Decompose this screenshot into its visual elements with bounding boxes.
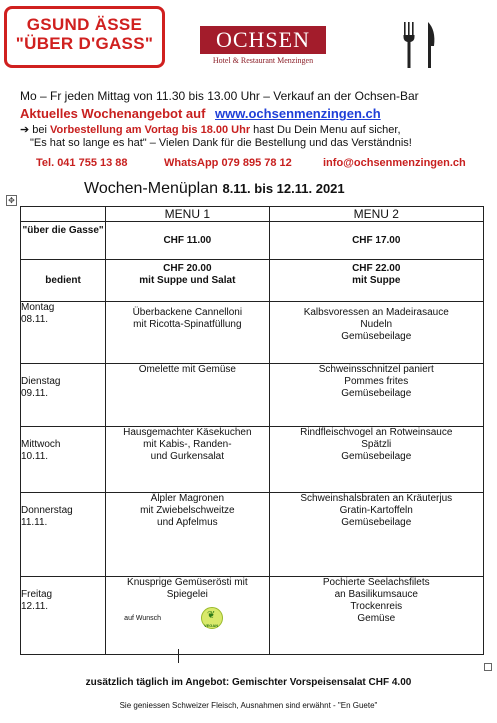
ochsen-logo: [200, 26, 326, 65]
swiss-meat-note: Sie geniessen Schweizer Fleisch, Ausnahmen sind erwähnt - "En Guete": [119, 701, 378, 710]
menu-2-dish: [269, 427, 483, 493]
dish-line: Trockenreis: [350, 601, 403, 612]
dish-line: Pochierte Seelachsfilets: [322, 577, 430, 588]
menu-1-dish: [106, 577, 269, 655]
logo-name: OCHSEN: [200, 26, 326, 54]
dish-line: Gemüsebeilage: [341, 517, 412, 528]
dish-line: und Gurkensalat: [150, 451, 225, 462]
day-date: 10.11.: [21, 451, 49, 462]
label-bedient: bedient: [21, 260, 106, 302]
table-row: [21, 302, 484, 364]
extra-offer-text: zusätzlich täglich im Angebot: Gemischter Vorspeisensalat CHF 4.00: [85, 677, 412, 688]
label-gasse: "über die Gasse": [21, 222, 106, 260]
menu-plan-title: [84, 180, 345, 198]
vegan-label: VEGAN: [203, 623, 219, 628]
dish-line: mit Zwiebelschweitze: [140, 505, 235, 516]
menu-1-dish: [106, 364, 269, 427]
price-gasse-menu-1: CHF 11.00: [106, 222, 269, 260]
day-name: Montag: [21, 302, 55, 313]
weekly-offer-text: Aktuelles Wochenangebot auf: [20, 106, 206, 121]
on-request-note: auf Wunsch: [124, 614, 162, 622]
menu-table: [20, 206, 484, 655]
day-name: Mittwoch: [21, 439, 61, 450]
menu-2-dish: [269, 577, 483, 655]
dish-line: Knusprige Gemüserösti mit: [127, 577, 248, 588]
dish-line: Nudeln: [360, 319, 393, 330]
header-menu-2: MENU 2: [269, 207, 483, 222]
resize-handle[interactable]: [484, 663, 492, 671]
preorder-line: [20, 123, 401, 136]
dish-line: Überbackene Cannelloni: [132, 307, 243, 318]
dish-line: Schweinsschnitzel paniert: [318, 364, 434, 375]
thanks-line: "Es hat so lange es hat" – Vielen Dank für die Bestellung und das Verständnis!: [30, 137, 412, 149]
table-row: [21, 577, 484, 655]
menu-2-dish: [269, 493, 483, 577]
dish-line: Älpler Magronen: [150, 493, 225, 504]
table-row: [21, 364, 484, 427]
dish-line: Pommes frites: [344, 376, 409, 387]
dish-line: Gemüse: [357, 613, 396, 624]
phone-number[interactable]: Tel. 041 755 13 88: [36, 157, 128, 169]
title-dates: 8.11. bis 12.11. 2021: [222, 181, 345, 196]
price-bedient-menu-2: [269, 260, 483, 302]
on-request-row: [106, 607, 268, 629]
day-cell: [21, 364, 106, 427]
dish-line: Spätzli: [361, 439, 392, 450]
table-row: [21, 427, 484, 493]
website-link[interactable]: www.ochsenmenzingen.ch: [215, 106, 381, 121]
day-cell: [21, 302, 106, 364]
preorder-pre: bei: [29, 124, 51, 136]
table-header-row: [21, 207, 484, 222]
logo-subtitle: Hotel & Restaurant Menzingen: [212, 56, 314, 65]
menu-1-dish: [106, 302, 269, 364]
menu-1-dish: [106, 427, 269, 493]
fork-knife-icon: [400, 20, 438, 70]
email-address[interactable]: info@ochsenmenzingen.ch: [323, 157, 466, 169]
arrow-right-icon: ➔: [20, 124, 30, 136]
day-date: 09.11.: [21, 388, 49, 399]
day-date: 11.11.: [21, 517, 48, 528]
day-date: 12.11.: [21, 601, 49, 612]
day-date: 08.11.: [21, 314, 49, 325]
day-name: Donnerstag: [21, 505, 73, 516]
price-bedient-1: CHF 20.00: [163, 263, 212, 274]
menu-1-dish: [106, 493, 269, 577]
move-handle-icon[interactable]: ✥: [6, 195, 17, 206]
dish-line: Gemüsebeilage: [341, 451, 412, 462]
table-row-bedient: [21, 260, 484, 302]
table-row-gasse: [21, 222, 484, 260]
title-main: Wochen-Menüplan: [84, 180, 219, 197]
gsund-aesse-banner: [4, 6, 165, 68]
dish-line: mit Kabis-, Randen-: [143, 439, 232, 450]
menu-2-dish: [269, 302, 483, 364]
dish-line: Gratin-Kartoffeln: [339, 505, 413, 516]
banner-line-2: "ÜBER D'GASS": [15, 34, 154, 53]
dish-line: Hausgemachter Käsekuchen: [123, 427, 252, 438]
weekly-offer-line: [20, 106, 381, 121]
price-bedient-menu-1: [106, 260, 269, 302]
table-row: [21, 493, 484, 577]
header-empty: [21, 207, 106, 222]
dish-line: Gemüsebeilage: [341, 388, 412, 399]
dish-line: Kalbsvoressen an Madeirasauce: [303, 307, 449, 318]
preorder-deadline: Vorbestellung am Vortag bis 18.00 Uhr: [50, 124, 251, 136]
leaf-icon: ❦: [206, 610, 216, 621]
banner-line-1: GSUND ÄSSE: [26, 15, 143, 34]
dish-line: und Apfelmus: [157, 517, 218, 528]
price-bedient-2-note: mit Suppe: [352, 275, 401, 286]
day-cell: [21, 427, 106, 493]
day-cell: [21, 577, 106, 655]
opening-hours-text: Mo – Fr jeden Mittag von 11.30 bis 13.00 Uhr – Verkauf an der Ochsen-Bar: [20, 89, 419, 103]
day-cell: [21, 493, 106, 577]
cursor-caret: [178, 649, 179, 663]
dish-line: Spiegelei: [166, 589, 208, 600]
vegan-badge-icon: [201, 607, 223, 629]
dish-line: Gemüsebeilage: [341, 331, 412, 342]
day-name: Dienstag: [21, 376, 61, 387]
dish-line: Rindfleischvogel an Rotweinsauce: [300, 427, 453, 438]
dish-line: Schweinshalsbraten an Kräuterjus: [300, 493, 453, 504]
price-gasse-menu-2: CHF 17.00: [269, 222, 483, 260]
dish-line: mit Ricotta-Spinatfüllung: [133, 319, 242, 330]
header-menu-1: MENU 1: [106, 207, 269, 222]
dish-line: an Basilikumsauce: [334, 589, 418, 600]
dish-line: Omelette mit Gemüse: [138, 364, 236, 375]
day-name: Freitag: [21, 589, 53, 600]
price-bedient-1-note: mit Suppe und Salat: [139, 275, 236, 286]
whatsapp-number[interactable]: WhatsApp 079 895 78 12: [164, 157, 292, 169]
preorder-post: hast Du Dein Menu auf sicher,: [250, 124, 401, 136]
menu-2-dish: [269, 364, 483, 427]
price-bedient-2: CHF 22.00: [352, 263, 401, 274]
